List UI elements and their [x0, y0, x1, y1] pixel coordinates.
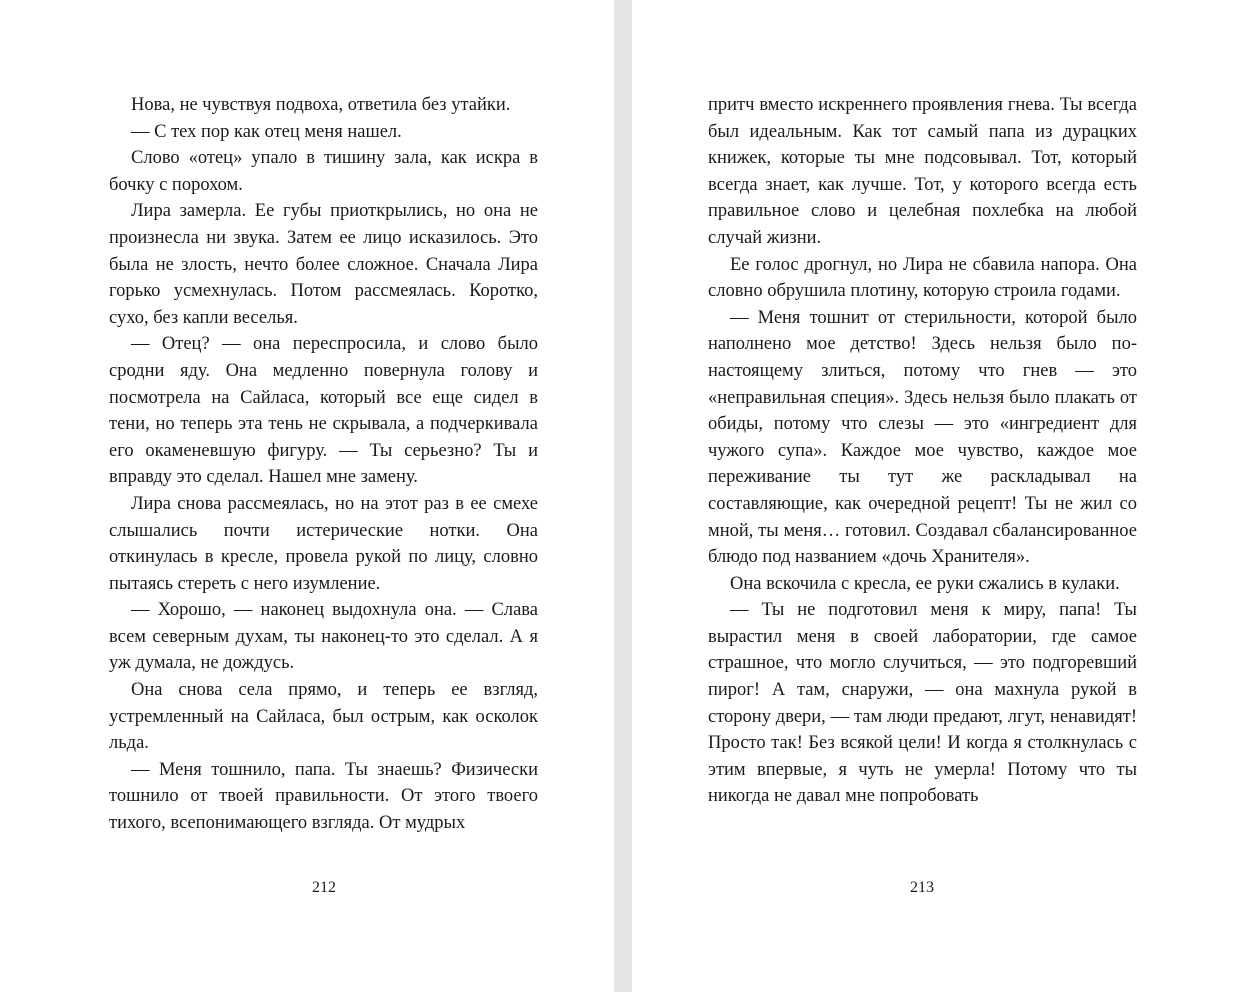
paragraph: — С тех пор как отец меня нашел.	[131, 121, 402, 142]
right-page	[632, 0, 1244, 992]
left-page-text	[109, 92, 538, 837]
paragraph: Она вскочила с кресла, ее руки сжались в кулаки.	[730, 573, 1120, 594]
paragraph: Нова, не чувствуя подвоха, ответила без утайки.	[131, 95, 511, 115]
page-number: 213	[910, 879, 934, 896]
paragraph: Слово «отец» упало в тишину зала, как искра в бочку с порохом.	[109, 148, 538, 195]
paragraph: — Ты не подготовил меня к миру, папа! Ты вырастил меня в своей лаборатории, где самое страшное, что могло случиться, — это подгоревший пирог! А там, снаружи, — она махнула рукой в сторону двери, — там люди предают, лгут, ненавидят! Просто так! Без всякой цели! И когда я столкнулась с этим впервые, я чуть не умерла! Потому что ты никогда не давал мне попробовать	[708, 600, 1137, 807]
left-page	[0, 0, 614, 992]
paragraph: Она снова села прямо, и теперь ее взгляд, устремленный на Сайласа, был острым, как осколок льда.	[109, 680, 538, 754]
right-page-text	[708, 92, 1137, 810]
paragraph: — Меня тошнило, папа. Ты знаешь? Физически тошнило от твоей правильности. От этого твоего тихого, всепонимающего взгляда. От мудрых	[109, 759, 538, 834]
paragraph: Лира замерла. Ее губы приоткрылись, но она не произнесла ни звука. Затем ее лицо исказилось. Это была не злость, нечто более сложное. Сначала Лира горько усмехнулась. Потом рассмеялась. Коротко, сухо, без капли веселья.	[109, 201, 538, 328]
paragraph: — Отец? — она переспросила, и слово было сродни яду. Она медленно повернула голову и посмотрела на Сайласа, который все еще сидел в тени, но теперь эта тень не скрывала, а подчеркивала его окаменевшую фигуру. — Ты серьезно? Ты и вправду это сделал. Нашел мне замену.	[109, 334, 538, 488]
page-number: 212	[312, 879, 336, 896]
paragraph: — Хорошо, — наконец выдохнула она. — Слава всем северным духам, ты наконец-то это сделал. А я уж думала, не дождусь.	[109, 600, 538, 674]
paragraph: — Меня тошнит от стерильности, которой было наполнено мое детство! Здесь нельзя было по-настоящему злиться, потому что гнев — это «неправильная специя». Здесь нельзя было плакать от обиды, потому что слезы — это «ингредиент для чужого супа». Каждое мое чувство, каждое мое переживание ты тут же раскладывал на составляющие, как очередной рецепт! Ты не жил со мной, ты меня… готовил. Создавал сбалансированное блюдо под названием «дочь Хранителя».	[708, 307, 1137, 568]
paragraph: Лира снова рассмеялась, но на этот раз в ее смехе слышались почти истерические нотки. Она откинулась в кресле, провела рукой по лицу, словно пытаясь стереть с него изумление.	[109, 493, 538, 594]
book-gutter	[614, 0, 632, 992]
paragraph-continuation: притч вместо искреннего проявления гнева. Ты всегда был идеальным. Как тот самый папа из дурацких книжек, которые ты мне подсовывал. Тот, который всегда знает, как лучше. Тот, у которого всегда есть правильное слово и целебная похлебка на любой случай жизни.	[708, 95, 1137, 248]
paragraph: Ее голос дрогнул, но Лира не сбавила напора. Она словно обрушила плотину, которую строила годами.	[708, 254, 1137, 302]
